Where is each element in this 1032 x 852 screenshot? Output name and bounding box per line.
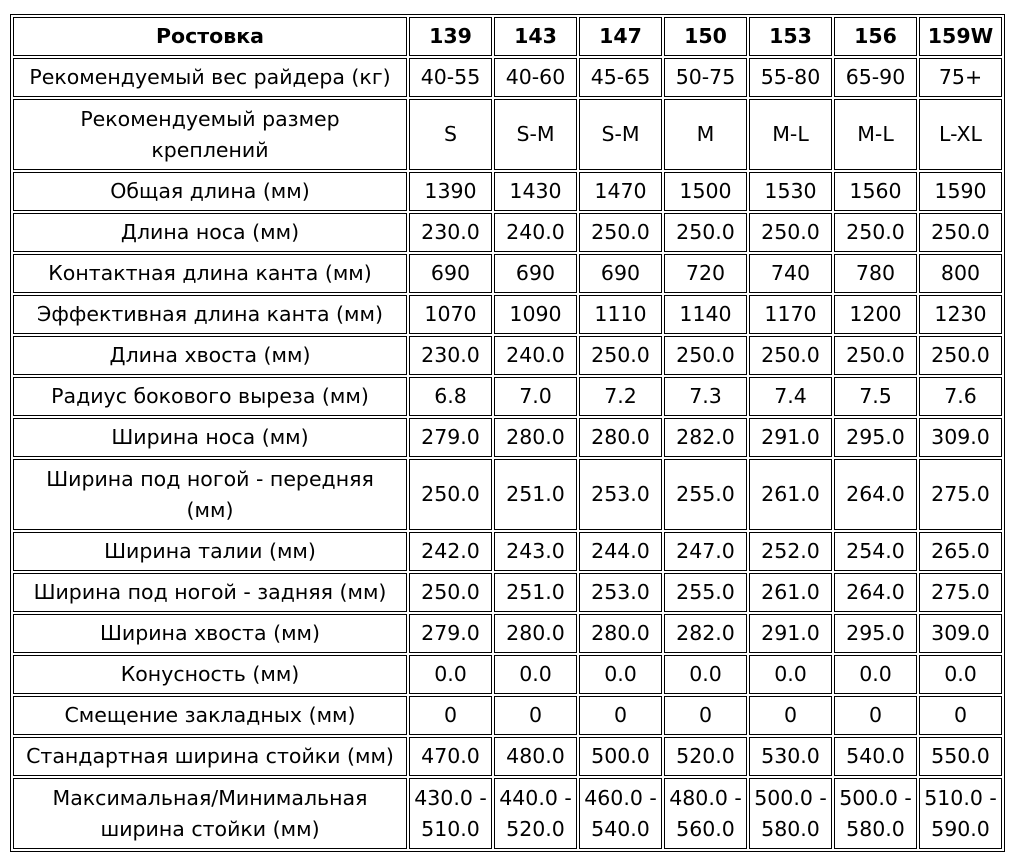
table-row [13,254,1002,293]
table-cell: 0.0 [749,655,832,694]
table-cell: 480.0 [494,737,577,776]
table-cell: 65-90 [834,58,917,97]
table-cell: 255.0 [664,573,747,612]
table-row [13,58,1002,97]
table-cell-line: 510.0 [421,816,480,841]
row-label: Стандартная ширина стойки (мм) [13,737,407,776]
row-label: Конусность (мм) [13,655,407,694]
table-cell: 55-80 [749,58,832,97]
table-cell: 253.0 [579,573,662,612]
table-cell: 7.5 [834,377,917,416]
table-cell: 250.0 [749,336,832,375]
table-cell: 0 [664,696,747,735]
table-cell: 1530 [749,172,832,211]
table-cell: 250.0 [834,336,917,375]
row-label-line: ширина стойки (мм) [100,816,320,841]
table-cell-line: 500.0 - [754,785,827,810]
table-cell-line: 560.0 [676,816,735,841]
table-cell: 251.0 [494,459,577,530]
table-row [13,418,1002,457]
table-cell-line: 460.0 - [584,785,657,810]
header-size: 147 [579,17,662,56]
table-cell: M-L [834,99,917,170]
table-cell: 1200 [834,295,917,334]
table-cell: 264.0 [834,459,917,530]
table-cell: 282.0 [664,614,747,653]
table-cell: 309.0 [919,614,1002,653]
table-row [13,696,1002,735]
table-cell: 250.0 [664,213,747,252]
table-row [13,99,1002,170]
table-cell: M-L [749,99,832,170]
table-row [13,614,1002,653]
table-cell: 295.0 [834,614,917,653]
table-cell: 740 [749,254,832,293]
table-cell: 690 [579,254,662,293]
table-cell: 279.0 [409,614,492,653]
table-cell: L-XL [919,99,1002,170]
table-cell [494,778,577,849]
row-label: Рекомендуемый вес райдера (кг) [13,58,407,97]
table-cell-line: 480.0 - [669,785,742,810]
table-cell: 520.0 [664,737,747,776]
table-cell: 7.6 [919,377,1002,416]
table-cell: 250.0 [919,213,1002,252]
table-cell: 250.0 [919,336,1002,375]
table-cell: M [664,99,747,170]
row-label [13,459,407,530]
header-row [13,17,1002,56]
table-cell: 1110 [579,295,662,334]
table-cell: 244.0 [579,532,662,571]
row-label: Ширина хвоста (мм) [13,614,407,653]
row-label [13,99,407,170]
row-label: Ширина талии (мм) [13,532,407,571]
table-cell: 1590 [919,172,1002,211]
table-cell: 7.3 [664,377,747,416]
table-row [13,213,1002,252]
table-cell: 230.0 [409,336,492,375]
table-cell: S-M [579,99,662,170]
table-cell: 250.0 [409,459,492,530]
row-label: Контактная длина канта (мм) [13,254,407,293]
table-cell: 1390 [409,172,492,211]
table-cell: 500.0 [579,737,662,776]
table-cell: 1560 [834,172,917,211]
table-cell: 690 [494,254,577,293]
table-cell: 280.0 [579,418,662,457]
table-cell: S-M [494,99,577,170]
table-cell: 0 [749,696,832,735]
table-row [13,737,1002,776]
table-cell: 264.0 [834,573,917,612]
header-size: 153 [749,17,832,56]
table-cell-line: 430.0 - [414,785,487,810]
table-cell: 40-55 [409,58,492,97]
table-cell: 1070 [409,295,492,334]
table-cell: 282.0 [664,418,747,457]
table-row [13,172,1002,211]
table-cell: 247.0 [664,532,747,571]
table-cell: 75+ [919,58,1002,97]
table-cell: 540.0 [834,737,917,776]
table-cell: 1170 [749,295,832,334]
table-row [13,336,1002,375]
table-cell: 0.0 [919,655,1002,694]
table-row [13,778,1002,849]
table-cell-line: 510.0 - [924,785,997,810]
table-cell: 0 [919,696,1002,735]
table-cell: 279.0 [409,418,492,457]
table-cell: 0 [409,696,492,735]
row-label-line: креплений [151,137,269,162]
row-label: Эффективная длина канта (мм) [13,295,407,334]
table-cell-line: 520.0 [506,816,565,841]
table-cell: 291.0 [749,418,832,457]
table-cell: 7.2 [579,377,662,416]
table-cell: 250.0 [664,336,747,375]
table-cell [409,778,492,849]
table-cell: 309.0 [919,418,1002,457]
table-cell: 50-75 [664,58,747,97]
table-row [13,377,1002,416]
table-cell: 261.0 [749,459,832,530]
row-label-line: Максимальная/Минимальная [52,785,368,810]
table-cell: S [409,99,492,170]
table-cell: 6.8 [409,377,492,416]
table-cell: 0.0 [834,655,917,694]
table-cell: 470.0 [409,737,492,776]
table-cell: 261.0 [749,573,832,612]
table-cell-line: 540.0 [591,816,650,841]
table-cell [919,778,1002,849]
table-cell: 0 [579,696,662,735]
header-size: 139 [409,17,492,56]
header-label: Ростовка [13,17,407,56]
table-cell: 1470 [579,172,662,211]
table-cell: 240.0 [494,336,577,375]
table-row [13,655,1002,694]
table-body [13,58,1002,849]
table-cell: 240.0 [494,213,577,252]
row-label: Длина носа (мм) [13,213,407,252]
table-cell: 1090 [494,295,577,334]
table-cell: 7.4 [749,377,832,416]
table-cell: 280.0 [494,418,577,457]
row-label: Длина хвоста (мм) [13,336,407,375]
table-row [13,295,1002,334]
row-label [13,778,407,849]
row-label: Радиус бокового выреза (мм) [13,377,407,416]
table-cell: 243.0 [494,532,577,571]
table-cell: 250.0 [579,336,662,375]
row-label-line: Ширина под ногой - передняя [46,466,374,491]
table-cell [749,778,832,849]
table-cell: 250.0 [579,213,662,252]
snowboard-size-chart [10,14,1005,852]
table-cell-line: 580.0 [846,816,905,841]
table-cell-line: 580.0 [761,816,820,841]
row-label: Смещение закладных (мм) [13,696,407,735]
table-cell: 1230 [919,295,1002,334]
header-size: 143 [494,17,577,56]
table-cell: 250.0 [834,213,917,252]
table-cell: 295.0 [834,418,917,457]
table-cell: 253.0 [579,459,662,530]
header-size: 159W [919,17,1002,56]
table-cell: 45-65 [579,58,662,97]
table-cell: 275.0 [919,573,1002,612]
table-cell: 1430 [494,172,577,211]
table-cell: 0.0 [494,655,577,694]
table-cell: 242.0 [409,532,492,571]
table-cell: 0.0 [664,655,747,694]
row-label: Ширина носа (мм) [13,418,407,457]
table-cell: 550.0 [919,737,1002,776]
table-cell: 1500 [664,172,747,211]
row-label-line: (мм) [186,497,234,522]
table-cell: 280.0 [579,614,662,653]
table-cell: 254.0 [834,532,917,571]
table-cell [834,778,917,849]
header-size: 156 [834,17,917,56]
header-size: 150 [664,17,747,56]
table-cell: 690 [409,254,492,293]
table-cell: 0.0 [409,655,492,694]
table-cell: 40-60 [494,58,577,97]
table-cell: 230.0 [409,213,492,252]
table-cell: 251.0 [494,573,577,612]
table-cell [579,778,662,849]
table-row [13,459,1002,530]
row-label: Ширина под ногой - задняя (мм) [13,573,407,612]
table-cell: 265.0 [919,532,1002,571]
table-cell: 275.0 [919,459,1002,530]
table-cell: 1140 [664,295,747,334]
table-cell-line: 500.0 - [839,785,912,810]
table-cell: 0 [834,696,917,735]
spec-table-container [10,14,1005,852]
table-cell: 7.0 [494,377,577,416]
table-cell-line: 590.0 [931,816,990,841]
table-row [13,573,1002,612]
table-cell: 0 [494,696,577,735]
table-cell: 0.0 [579,655,662,694]
table-cell: 291.0 [749,614,832,653]
table-cell: 255.0 [664,459,747,530]
table-cell: 530.0 [749,737,832,776]
table-cell: 252.0 [749,532,832,571]
table-cell-line: 440.0 - [499,785,572,810]
table-cell: 800 [919,254,1002,293]
table-cell [664,778,747,849]
table-row [13,532,1002,571]
table-cell: 780 [834,254,917,293]
table-cell: 250.0 [409,573,492,612]
table-cell: 720 [664,254,747,293]
row-label: Общая длина (мм) [13,172,407,211]
row-label-line: Рекомендуемый размер [80,106,340,131]
table-cell: 250.0 [749,213,832,252]
table-cell: 280.0 [494,614,577,653]
